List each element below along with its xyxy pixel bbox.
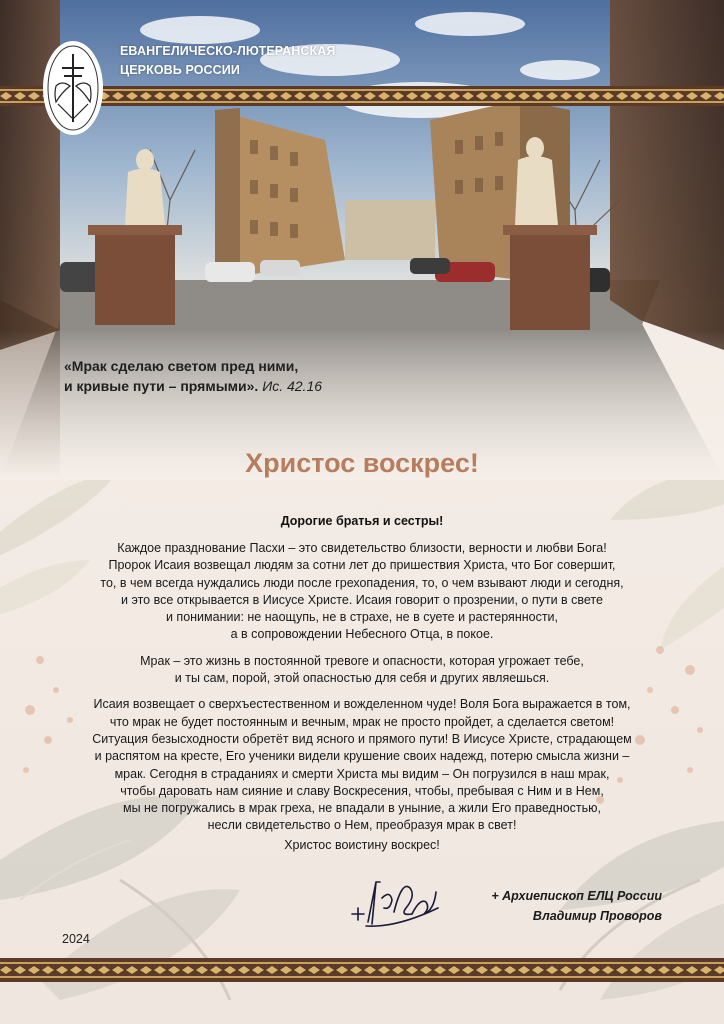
paragraph-line: Ситуация безысходности обретёт вид ясного и прямого пути! В Иисусе Христе, страдающем (92, 731, 632, 746)
year: 2024 (62, 932, 90, 946)
paragraph-line: а в сопровождении Небесного Отца, в покое. (230, 627, 494, 642)
quote-reference: Ис. 42.16 (262, 378, 323, 394)
paragraph-line: и распятом на кресте, Его ученики видели крушение своих надежд, потерю смысла жизни – (94, 749, 630, 764)
closing-line: Христос воистину воскрес! (284, 838, 440, 852)
quote-line1: «Мрак сделаю светом пред ними, (64, 358, 299, 374)
church-name-line2: ЦЕРКОВЬ РОССИИ (120, 63, 240, 77)
letter-body (60, 540, 664, 844)
greeting: Дорогие братья и сестры! (280, 514, 444, 528)
paragraph-line: несли свидетельство о Нем, преобразуя мрак в свет! (207, 818, 517, 833)
paragraph-line: и понимании: не наощупь, не в страхе, не в суете и растерянности, (165, 610, 559, 625)
church-logo (42, 40, 104, 136)
paragraph-line: то, в чем всегда нуждались люди после грехопадения, то, о чем взывают люди и сегодня, (100, 575, 624, 590)
scripture-quote (64, 356, 322, 396)
bottom-ornament-band (0, 958, 724, 982)
paragraph-line: Пророк Исаия возвещал людям за сотни лет до пришествия Христа, что Бог совершит, (108, 558, 616, 573)
church-name-line1: ЕВАНГЕЛИЧЕСКО-ЛЮТЕРАНСКАЯ (120, 44, 336, 58)
paragraph-line: Мрак – это жизнь в постоянной тревоге и опасности, которая угрожает тебе, (140, 653, 584, 668)
handwritten-signature (346, 868, 442, 932)
church-name (120, 42, 335, 80)
ornament-band (0, 86, 724, 106)
paragraph-line: Каждое празднование Пасхи – это свидетельство близости, верности и любви Бога! (117, 541, 607, 555)
paragraph-1 (60, 540, 664, 644)
headline: Христос воскрес! (245, 448, 479, 478)
paragraph-line: и ты сам, порой, этой опасностью для себя и других являешься. (174, 671, 550, 686)
paragraph-line: мы не погружались в мрак греха, не впадали в уныние, а жили Его праведностью, (122, 801, 602, 816)
signer-name: Владимир Проворов (532, 909, 662, 923)
paragraph-line: мрак. Сегодня в страданиях и смерти Христа мы видим – Он погрузился в наш мрак, (114, 766, 610, 781)
paragraph-line: что мрак не будет постоянным и вечным, мрак не просто пройдет, а сделается светом! (109, 714, 615, 729)
paragraph-2 (60, 653, 664, 688)
paragraph-line: чтобы даровать нам сияние и славу Воскресения, чтобы, пребывая с Ним и в Нем, (120, 783, 604, 798)
quote-line2: и кривые пути – прямыми». (64, 378, 259, 394)
header-photo (0, 0, 724, 480)
paragraph-line: Исаия возвещает о сверхъестественном и вожделенном чуде! Воля Бога выражается в том, (93, 697, 631, 712)
paragraph-3 (60, 696, 664, 834)
signer (491, 886, 662, 926)
paragraph-line: и это все открывается в Иисусе Христе. Исаия говорит о прозрении, о пути в свете (121, 592, 603, 607)
signer-title: + Архиепископ ЕЛЦ России (491, 889, 662, 903)
